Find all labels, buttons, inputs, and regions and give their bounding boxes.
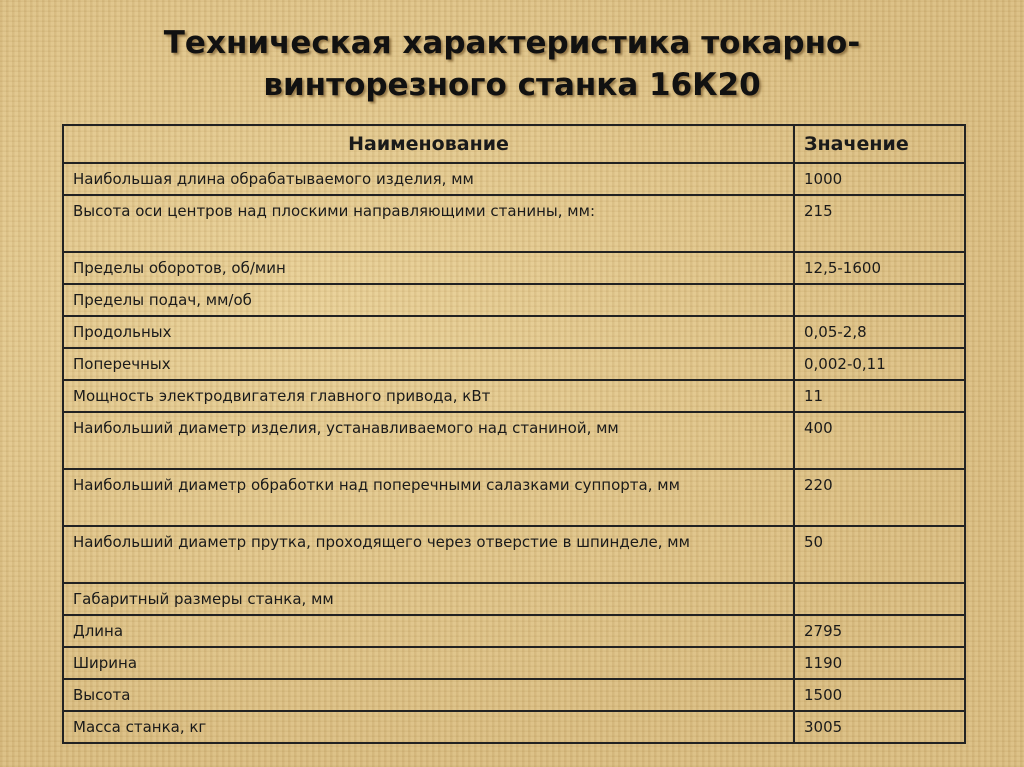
slide-title [0,22,1024,106]
table-row [63,647,965,679]
table-row [63,348,965,380]
row-name: Высота оси центров над плоскими направляющими станины, мм: [63,195,794,252]
row-name: Габаритный размеры станка, мм [63,583,794,615]
row-name: Мощность электродвигателя главного привода, кВт [63,380,794,412]
row-name: Наибольший диаметр изделия, устанавливаемого над станиной, мм [63,412,794,469]
row-value: 1190 [794,647,965,679]
spec-table [62,124,966,744]
header-name: Наименование [63,125,794,163]
table-row [63,380,965,412]
row-name: Пределы подач, мм/об [63,284,794,316]
slide-title-line-1: Техническая характеристика токарно- [163,25,861,61]
table-row [63,679,965,711]
row-value: 0,05-2,8 [794,316,965,348]
row-name: Поперечных [63,348,794,380]
table-header-row [63,125,965,163]
row-value: 2795 [794,615,965,647]
row-name: Ширина [63,647,794,679]
table-row [63,252,965,284]
row-value: 215 [794,195,965,252]
table-row [63,469,965,526]
row-name: Масса станка, кг [63,711,794,743]
table-row [63,195,965,252]
row-value: 11 [794,380,965,412]
row-value: 50 [794,526,965,583]
row-name: Высота [63,679,794,711]
table-row [63,412,965,469]
table-row [63,615,965,647]
table-row [63,316,965,348]
row-value: 1500 [794,679,965,711]
row-name: Наибольшая длина обрабатываемого изделия, мм [63,163,794,195]
row-name: Наибольший диаметр прутка, проходящего через отверстие в шпинделе, мм [63,526,794,583]
row-name: Длина [63,615,794,647]
row-value: 3005 [794,711,965,743]
row-value [794,284,965,316]
table-row [63,526,965,583]
table-row [63,711,965,743]
header-value: Значение [794,125,965,163]
table-row [63,583,965,615]
slide-title-line-2: винторезного станка 16К20 [263,67,761,103]
row-name: Пределы оборотов, об/мин [63,252,794,284]
row-name: Наибольший диаметр обработки над поперечными салазками суппорта, мм [63,469,794,526]
row-value: 1000 [794,163,965,195]
table-row [63,163,965,195]
row-value: 220 [794,469,965,526]
row-value [794,583,965,615]
row-value: 400 [794,412,965,469]
table-row [63,284,965,316]
row-value: 0,002-0,11 [794,348,965,380]
row-name: Продольных [63,316,794,348]
row-value: 12,5-1600 [794,252,965,284]
